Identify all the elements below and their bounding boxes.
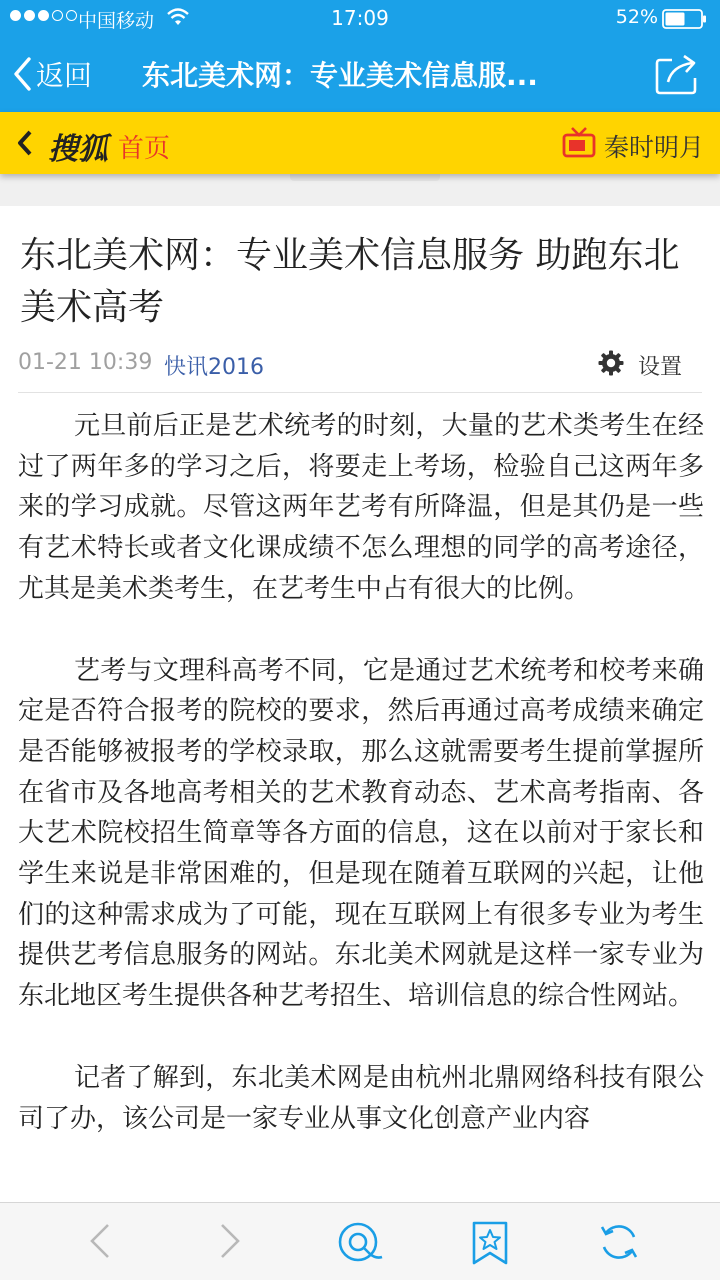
show-link[interactable]: 秦时明月 bbox=[604, 133, 705, 162]
bookmark-star-icon[interactable] bbox=[470, 1221, 510, 1265]
page-title: 东北美术网：专业美术信息服... bbox=[142, 59, 538, 92]
sohu-header bbox=[0, 112, 720, 174]
bottom-toolbar bbox=[0, 1202, 720, 1280]
back-label: 返回 bbox=[36, 59, 93, 92]
chevron-left-icon bbox=[12, 56, 32, 92]
article-title: 东北美术网：专业美术信息服务 助跑东北美术高考 bbox=[20, 235, 680, 328]
battery-percent: 52% bbox=[615, 6, 658, 28]
article-body bbox=[18, 406, 704, 1180]
carrier-name: 中国移动 bbox=[78, 10, 155, 32]
forward-arrow-icon[interactable] bbox=[216, 1221, 244, 1261]
share-icon[interactable] bbox=[654, 52, 700, 96]
chat-search-icon[interactable] bbox=[336, 1221, 384, 1263]
article-meta bbox=[18, 346, 702, 393]
battery-icon bbox=[662, 9, 708, 29]
clock: 17:09 bbox=[331, 6, 389, 30]
sohu-logo[interactable]: 搜狐 bbox=[48, 132, 108, 167]
tv-icon[interactable] bbox=[562, 126, 596, 158]
status-bar bbox=[0, 0, 720, 38]
settings-button[interactable]: 设置 bbox=[638, 355, 683, 380]
article-source[interactable]: 快讯2016 bbox=[164, 355, 264, 380]
publish-date: 01-21 10:39 bbox=[18, 350, 153, 375]
top-bar bbox=[0, 0, 720, 112]
back-arrow-icon[interactable] bbox=[86, 1221, 114, 1261]
refresh-icon[interactable] bbox=[598, 1221, 640, 1263]
paragraph: 元旦前后正是艺术统考的时刻，大量的艺术类考生在经过了两年多的学习之后，将要走上考场，检验自己这两年多来的学习成就。尽管这两年艺考有所降温，但是其仍是一些有艺术特长或者文化课成绩不怎么理想的同学的高考途径，尤其是美术类考生，在艺考生中占有很大的比例。 bbox=[18, 411, 704, 604]
home-link[interactable]: 首页 bbox=[118, 134, 171, 164]
nav-bar bbox=[0, 38, 720, 112]
paragraph: 艺考与文理科高考不同，它是通过艺术统考和校考来确定是否符合报考的院校的要求，然后再通过高考成绩来确定是否能够被报考的学校录取，那么这就需要考生提前掌握所在省市及各地高考相关的艺术教育动态、艺术高考指南、各大艺术院校招生简章等各方面的信息，这在以前对于家长和学生来说是非常困难的，但是现在随着互联网的兴起，让他们的这种需求成为了可能，现在互联网上有很多专业为考生提供艺考信息服务的网站。东北美术网就是这样一家专业为东北地区考生提供各种艺考招生、培训信息的综合性网站。 bbox=[18, 655, 704, 1012]
chevron-left-icon[interactable] bbox=[16, 128, 34, 158]
back-button[interactable] bbox=[12, 52, 92, 96]
paragraph: 记者了解到，东北美术网是由杭州北鼎网络科技有限公司了办，该公司是一家专业从事文化创意产业内容 bbox=[18, 1062, 704, 1134]
gear-icon[interactable] bbox=[598, 350, 624, 376]
